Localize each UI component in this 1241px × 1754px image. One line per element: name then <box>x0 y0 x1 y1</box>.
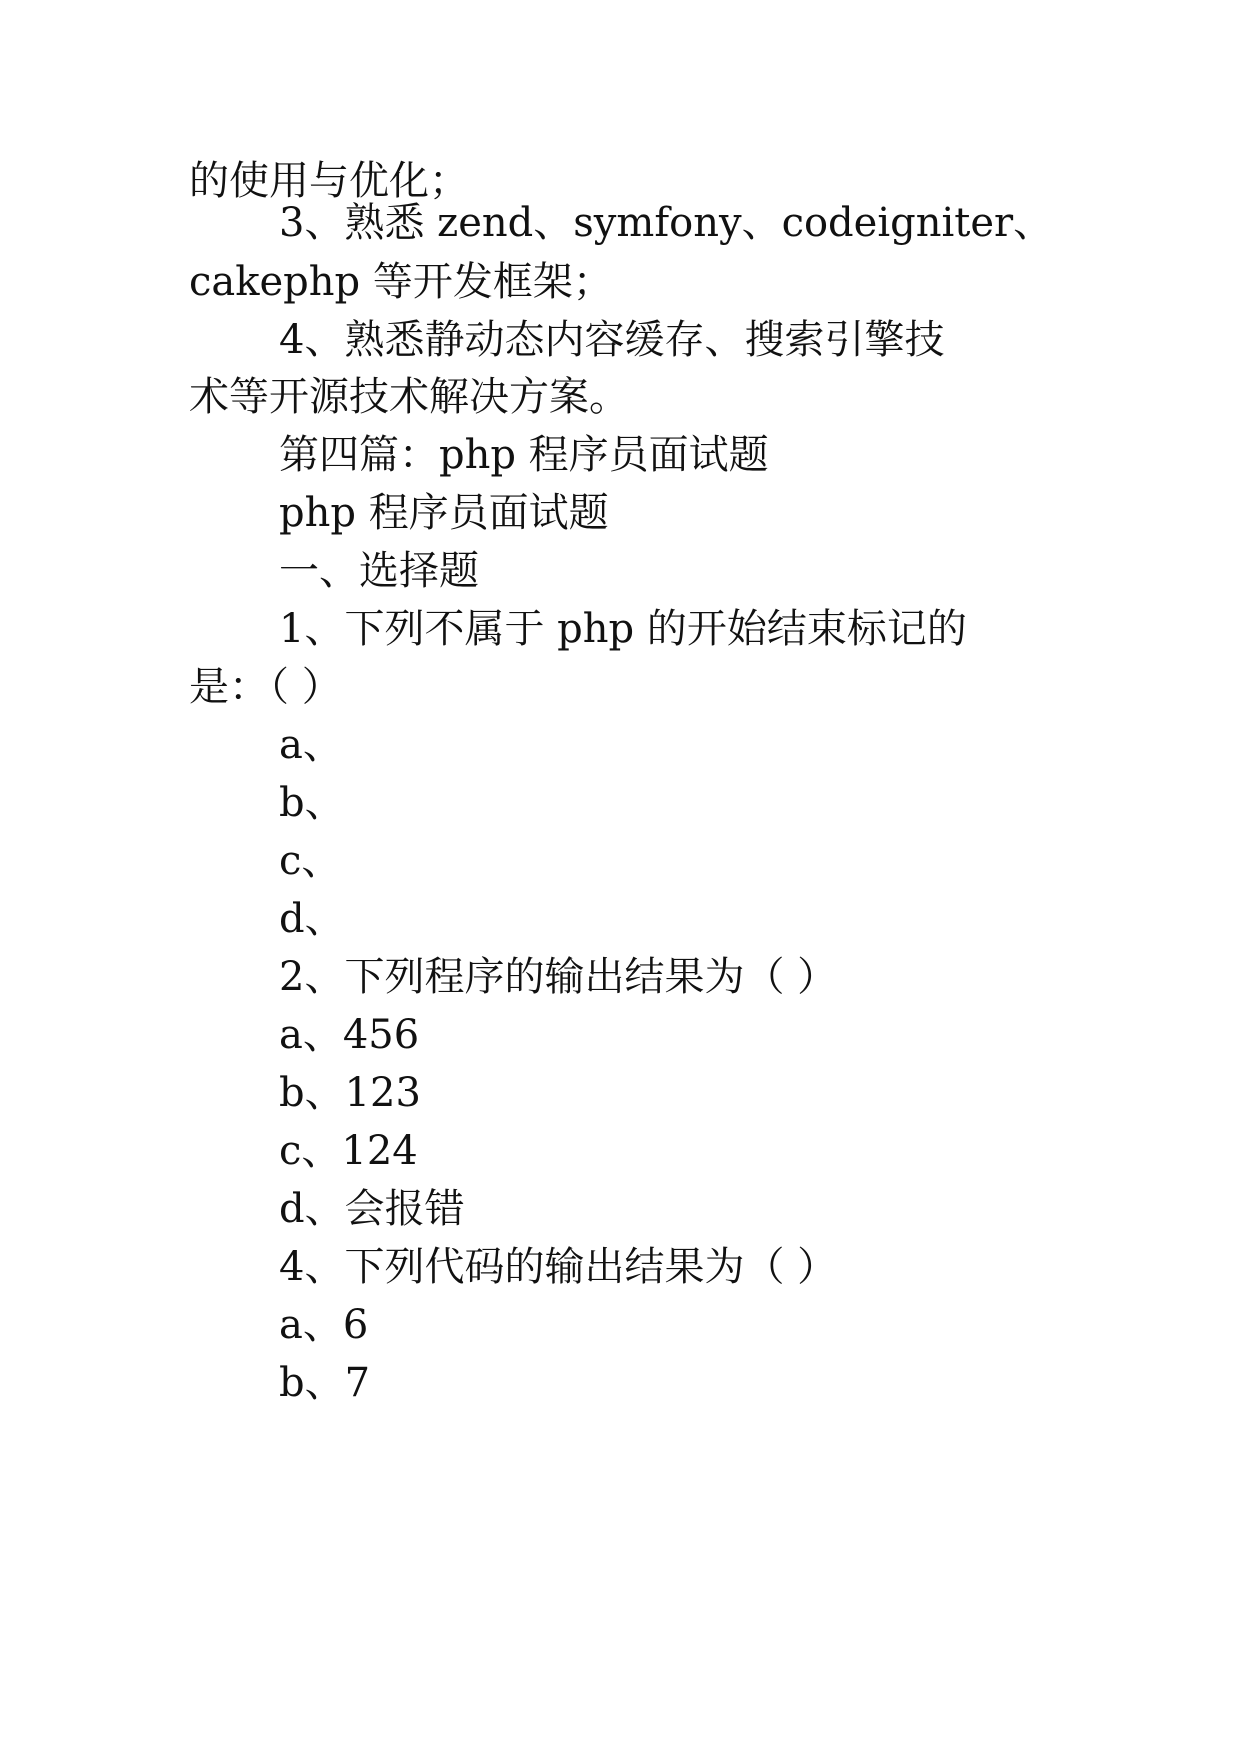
part-heading: 一、选择题 <box>279 548 479 594</box>
question-2: 2、下列程序的输出结果为（ ） <box>279 954 838 1000</box>
q1-option-c: c、 <box>279 838 342 884</box>
q1-option-b: b、 <box>279 780 345 826</box>
q4-option-a: a、6 <box>279 1302 369 1348</box>
text-line-5: 术等开源技术解决方案。 <box>189 374 629 420</box>
q1-option-d: d、 <box>279 896 345 942</box>
q4-option-b: b、7 <box>279 1360 371 1406</box>
text-line-3: cakephp 等开发框架； <box>189 259 613 305</box>
q2-option-b: b、123 <box>279 1070 421 1116</box>
text-line-2: 3、熟悉 zend、symfony、codeigniter、 <box>279 200 1054 246</box>
q2-option-a: a、456 <box>279 1012 420 1058</box>
question-4: 4、下列代码的输出结果为（ ） <box>279 1244 838 1290</box>
section-heading: 第四篇：php 程序员面试题 <box>279 432 769 478</box>
text-line-1: 的使用与优化； <box>189 158 469 204</box>
question-1-cont: 是：（ ） <box>189 664 342 710</box>
q2-option-c: c、124 <box>279 1128 418 1174</box>
q2-option-d: d、会报错 <box>279 1186 465 1232</box>
document-title: php 程序员面试题 <box>279 490 609 536</box>
q1-option-a: a、 <box>279 722 343 768</box>
question-1: 1、下列不属于 php 的开始结束标记的 <box>279 606 967 652</box>
text-line-4: 4、熟悉静动态内容缓存、搜索引擎技 <box>279 317 945 363</box>
